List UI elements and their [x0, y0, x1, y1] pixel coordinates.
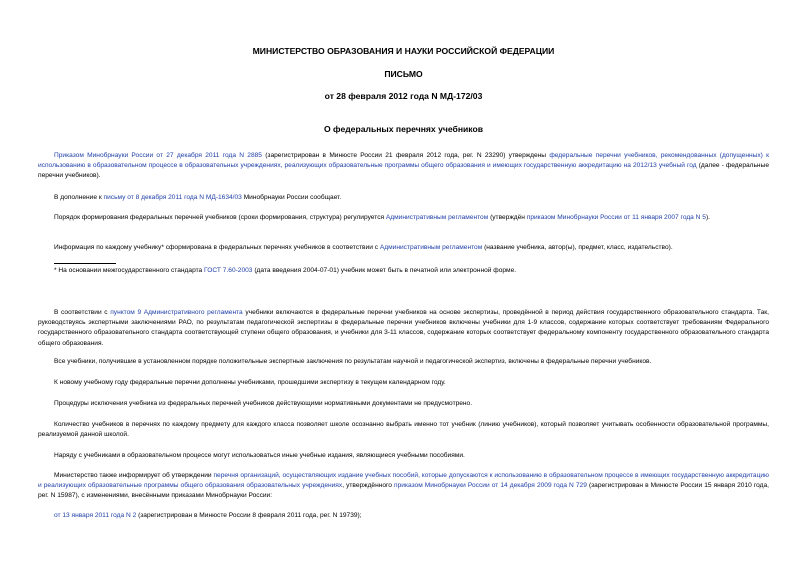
admin-regulation-link-2[interactable]: Административным регламентом — [379, 244, 483, 251]
paragraph-12: от 13 января 2011 года N 2 (зарегистрирован в Минюсте России 8 февраля 2011 года, рег. N 19739); — [54, 512, 362, 519]
paragraph-6: Все учебники, получившие в установленном порядке положительные экспертные заключения по результатам научной и педагогической экспертиз, включены в федеральные перечни учебников. — [54, 358, 652, 365]
paragraph-7: К новому учебному году федеральные перечни дополнены учебниками, прошедшими экспертизу в текущем календарном году. — [54, 379, 446, 386]
order-729-link[interactable]: приказом Минобрнауки России от 14 декабря 2009 года N 729 — [394, 482, 587, 490]
order-2885-link[interactable]: Приказом Минобрнауки России от 27 декабря 2011 года N 2885 — [54, 152, 262, 159]
gost-link[interactable]: ГОСТ 7.60-2003 — [204, 267, 253, 274]
admin-regulation-link[interactable]: Административным регламентом — [385, 214, 489, 221]
paragraph-3: Порядок формирования федеральных перечней учебников (сроки формирования, структура) регулируется Административным регламентом (утверждён приказом Минобрнауки России от 11 января 2007 года N 5). — [54, 214, 710, 221]
paragraph-11: Министерство также информирует об утверждении перечня организаций, осуществляющих издание учебных пособий, которые допускаются к использованию в образовательном процессе в имеющих государственную аккредитацию и реализующих образовательные программы общего образования образовательных учреждениях, утверждённого приказом Минобрнауки России от 14 декабря 2009 года N 729 (зарегистрирован в Минюсте России 15 января 2010 года, рег. N 15987), с изменениями, внесёнными приказами Минобрнауки России: — [38, 472, 770, 500]
order-2007-link[interactable]: приказом Минобрнауки России от 11 января 2007 года N 5 — [526, 214, 706, 221]
paragraph-10: Наряду с учебниками в образовательном процессе могут использоваться иные учебные издания, являющиеся учебными пособиями. — [54, 452, 465, 459]
paragraph-1: Приказом Минобрнауки России от 27 декабря 2011 года N 2885 (зарегистрирован в Минюсте России 21 февраля 2012 года, рег. N 23290) утверждены федеральные перечни учебников, рекомендованных (допущенных) к использованию в образовательном процессе в образовательных учреждениях, реализующих образовательные программы общего образования и имеющих государственную аккредитацию на 2012/13 учебный год (далее - федеральные перечни учебников). — [38, 152, 770, 180]
paragraph-8: Процедуры исключения учебника из федеральных перечней учебников действующими нормативными документами не предусмотрено. — [54, 400, 473, 407]
paragraph-9: Количество учебников в перечнях по каждому предмету для каждого класса позволяет школе осознанно выбрать именно тот учебник (линию учебников), который позволяет учитывать особенности образовательной программы, реализуемой данной школой. — [38, 421, 769, 439]
letter-md-1634-link[interactable]: письму от 8 декабря 2011 года N МД-1634/03 — [103, 194, 242, 201]
federal-lists-link[interactable]: федеральные перечни учебников, рекомендованных (допущенных) к использованию в образовательном процессе в образовательных учреждениях, реализующих образовательные программы общего образования и имеющих государственную аккредитацию на 2012/13 учебный год — [38, 152, 770, 170]
paragraph-2: В дополнение к письму от 8 декабря 2011 года N МД-1634/03 Минобрнауки России сообщает. — [54, 194, 342, 201]
paragraph-4: Информация по каждому учебнику* сформирована в федеральных перечнях учебников в соответствии с Административным регламентом (название учебника, автор(ы), предмет, класс, издательство). — [54, 244, 673, 251]
regulation-point-9-link[interactable]: пунктом 9 Административного регламента — [110, 309, 243, 316]
footnote: * На основании межгосударственного стандарта ГОСТ 7.60-2003 (дата введения 2004-07-01) учебник может быть в печатной или электронной форме. — [54, 267, 517, 274]
ministry-heading: МИНИСТЕРСТВО ОБРАЗОВАНИЯ И НАУКИ РОССИЙСКОЙ ФЕДЕРАЦИИ — [252, 46, 555, 56]
footnote-divider — [54, 263, 116, 264]
date-number-heading: от 28 февраля 2012 года N МД-172/03 — [324, 91, 483, 101]
order-2011-n2-link[interactable]: от 13 января 2011 года N 2 — [54, 512, 137, 519]
publishers-list-link[interactable]: перечня организаций, осуществляющих издание учебных пособий, которые допускаются к использованию в образовательном процессе в имеющих государственную аккредитацию и реализующих образовательные программы общего образования образовательных учреждениях — [38, 472, 769, 490]
paragraph-5: В соответствии с пунктом 9 Административного регламента учебники включаются в федеральные перечни учебников на основе экспертизы, проведённой в период действия государственного образовательного стандарта. Так, руководствуясь экспертными заключениями РАО, по результатам педагогической экспертизы в федеральные перечни учебников включены учебники для 1-9 классов, содержание которых соответствует требованиям Федерального государственного образовательного стандарта соответствующей ступени общего образования, и учебники для 3-11 классов, содержание которых соответствует федеральному компоненту государственного образовательного стандарта общего образования. — [38, 309, 769, 347]
doc-type-heading: ПИСЬМО — [384, 69, 423, 79]
document-title: О федеральных перечнях учебников — [323, 124, 484, 134]
